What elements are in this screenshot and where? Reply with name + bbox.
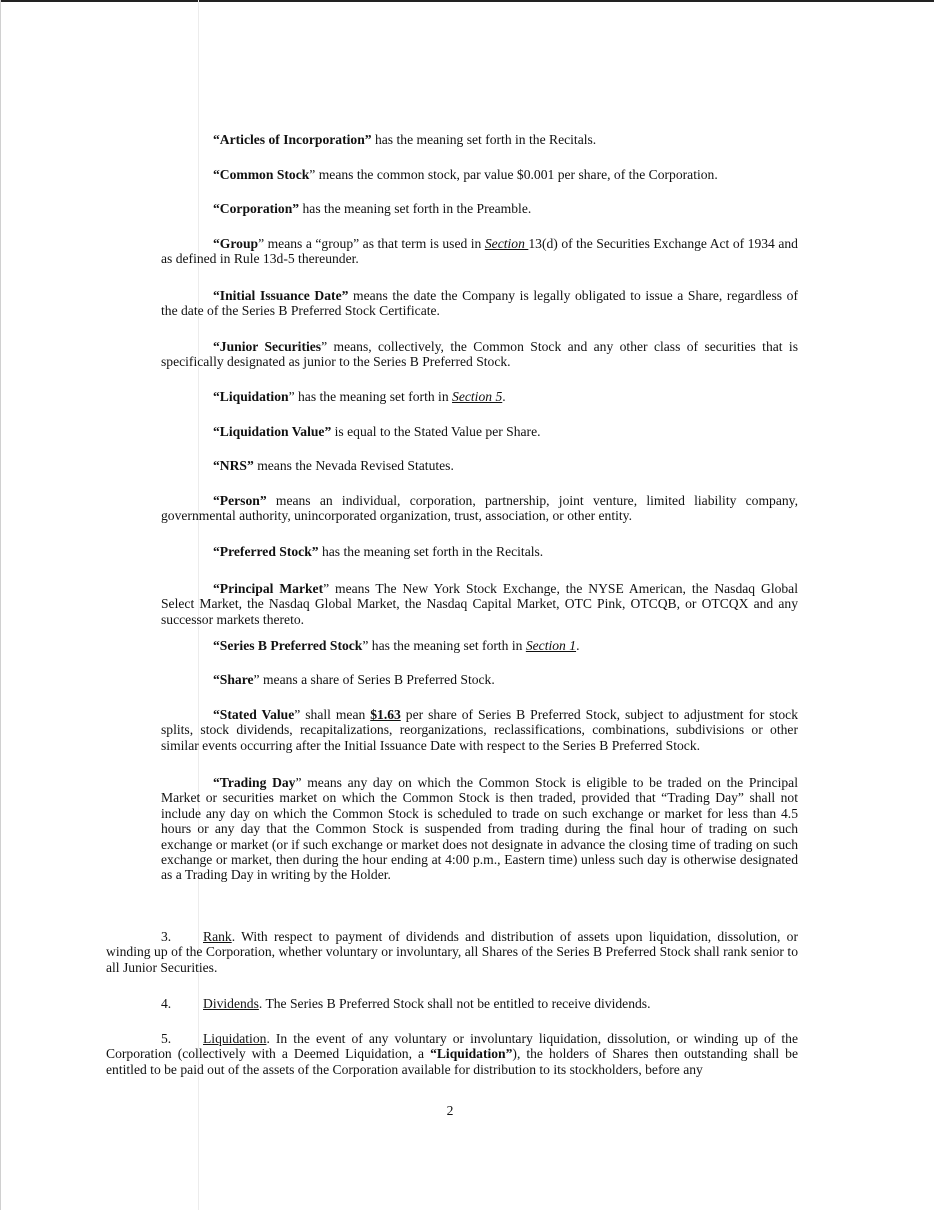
section-number: 3.: [161, 929, 172, 944]
section-reference-link[interactable]: Section 1: [525, 638, 577, 653]
section-number: 4.: [161, 996, 172, 1011]
definition-text: has the meaning set forth in the Recitals.: [371, 132, 597, 147]
definition-term: “Articles of Incorporation”: [213, 132, 372, 147]
section-text: ), the holders of Shares then outstanding shall be entitled to be paid out of the assets of the Corporation available for distribution to its stockholders, before any: [106, 1046, 798, 1077]
definition-text: ” means, collectively, the Common Stock and any other class of securities that is specifically designated as junior to the Series B Preferred Stock.: [161, 339, 798, 370]
definition-term: “Group: [213, 236, 259, 251]
definition-term: “Principal Market: [213, 581, 324, 596]
definition-term: “Person”: [213, 493, 267, 508]
definition-corporation: [161, 201, 798, 216]
definition-text: ” means the common stock, par value $0.001 per share, of the Corporation.: [309, 167, 718, 182]
section-title: Rank: [203, 929, 232, 944]
definition-series-b-preferred-stock: [161, 638, 798, 653]
page-number: 2: [446, 1103, 454, 1118]
definition-common-stock: [161, 167, 798, 182]
definition-term: “Preferred Stock”: [213, 544, 319, 559]
definition-text: ” means a share of Series B Preferred Stock.: [253, 672, 495, 687]
stated-value-amount: $1.63: [370, 707, 401, 722]
section-reference-link[interactable]: Section 5: [452, 389, 503, 404]
definition-text: has the meaning set forth in the Recitals.: [318, 544, 544, 559]
definition-text: has the meaning set forth in the Preamble.: [299, 201, 532, 216]
definition-term: “Trading Day: [213, 775, 296, 790]
definition-text: .: [502, 389, 506, 404]
section-number: 5.: [161, 1031, 172, 1046]
definition-text: per share of Series B Preferred Stock, subject to adjustment for stock splits, stock dividends, recapitalizations, reorganizations, reclassifications, combinations, subdivisions or other similar events occurring after the Initial Issuance Date with respect to the Series B Preferred Stock.: [161, 707, 799, 753]
section-4-dividends: [106, 996, 798, 1011]
definition-term: “Initial Issuance Date”: [213, 288, 349, 303]
definition-principal-market: [161, 581, 798, 627]
definition-articles-of-incorporation: [161, 132, 798, 147]
definition-initial-issuance-date: [161, 288, 798, 319]
definition-group: [161, 236, 798, 267]
definition-term: “Stated Value: [213, 707, 295, 722]
definition-text: .: [576, 638, 580, 653]
section-text: . With respect to payment of dividends and distribution of assets upon liquidation, dissolution, or winding up of the Corporation, whether voluntary or involuntary, all Shares of the Series B Preferred Stock shall rank senior to all Junior Securities.: [106, 929, 798, 975]
definition-text: means an individual, corporation, partnership, joint venture, limited liability company, governmental authority, unincorporated organization, trust, association, or other entity.: [161, 493, 798, 524]
definition-nrs: [161, 458, 798, 473]
definition-text: ” means The New York Stock Exchange, the NYSE American, the Nasdaq Global Select Market, the Nasdaq Global Market, the Nasdaq Capital Market, OTC Pink, OTCQB, or OTCQX and any successor markets thereto.: [161, 581, 798, 627]
definition-term: “Common Stock: [213, 167, 310, 182]
definition-text: ” shall mean: [294, 707, 371, 722]
definition-junior-securities: [161, 339, 798, 370]
definition-liquidation: [161, 389, 798, 404]
section-title: Liquidation: [203, 1031, 267, 1046]
definition-text: is equal to the Stated Value per Share.: [331, 424, 541, 439]
section-term: “Liquidation”: [430, 1046, 513, 1062]
definition-trading-day: [161, 775, 798, 883]
section-text: . In the event of any voluntary or involuntary liquidation, dissolution, or winding up of the Corporation (collectively with a Deemed Liquidation, a: [106, 1031, 798, 1062]
definition-person: [161, 493, 798, 524]
definition-term: “Liquidation: [213, 389, 289, 404]
scan-edge-top: [0, 0, 934, 2]
definition-term: “Corporation”: [213, 201, 300, 216]
definition-text: ” means any day on which the Common Stock is eligible to be traded on the Principal Market or securities market on which the Common Stock is then traded, provided that “Trading Day” shall not include any day on which the Common Stock is scheduled to trade on such exchange or market for less than 4.5 hours or any day that the Common Stock is suspended from trading during the final hour of trading on such exchange or market (or if such exchange or market does not designate in advance the closing time of trading on such exchange or market, then during the hour ending at 4:00 p.m., Eastern time) unless such day is otherwise designated as a Trading Day in writing by the Holder.: [161, 775, 798, 883]
definition-text: 13(d) of the Securities Exchange Act of 1934 and as defined in Rule 13d-5 thereunder.: [161, 236, 798, 267]
definition-preferred-stock: [161, 544, 798, 559]
section-3-rank: [106, 929, 798, 975]
definition-text: means the Nevada Revised Statutes.: [253, 458, 454, 473]
section-reference-link[interactable]: Section: [484, 236, 529, 251]
definition-term: “NRS”: [213, 458, 254, 473]
definition-text: ” has the meaning set forth in: [362, 638, 526, 653]
section-title: Dividends: [203, 996, 259, 1011]
definition-liquidation-value: [161, 424, 798, 439]
definition-term: “Liquidation Value”: [213, 424, 332, 439]
definition-share: [161, 672, 798, 687]
definition-term: “Junior Securities: [213, 339, 322, 354]
definition-stated-value: [161, 707, 798, 753]
definition-term: “Series B Preferred Stock: [213, 638, 363, 653]
definition-text: means the date the Company is legally obligated to issue a Share, regardless of the date of the Series B Preferred Stock Certificate.: [161, 288, 798, 319]
definition-term: “Share: [213, 672, 254, 687]
definition-text: ” means a “group” as that term is used in: [258, 236, 485, 251]
scan-edge-left: [0, 0, 1, 1210]
definition-text: ” has the meaning set forth in: [288, 389, 453, 404]
section-5-liquidation: [106, 1031, 798, 1077]
section-text: . The Series B Preferred Stock shall not be entitled to receive dividends.: [258, 996, 651, 1011]
